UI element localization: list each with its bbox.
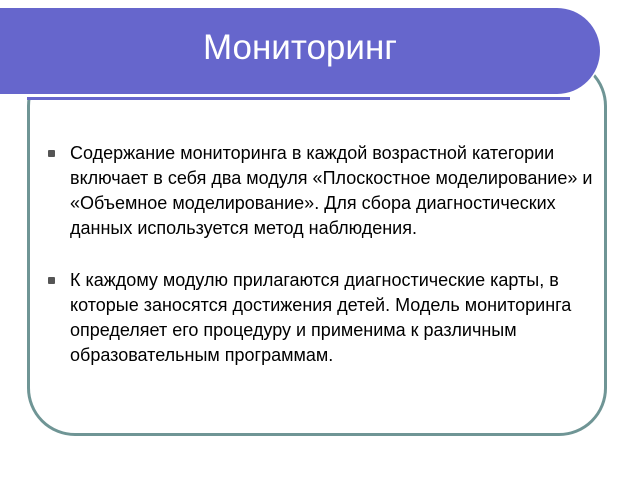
title-divider — [27, 97, 570, 100]
slide-content — [46, 141, 601, 395]
bullet-item — [46, 141, 601, 241]
slide-title: Мониторинг — [202, 28, 398, 67]
bullet-text: К каждому модулю прилагаются диагностические карты, в которые заносятся достижения детей. Модель мониторинга определяет его процедуру и применима к различным образовательным программам. — [70, 270, 572, 365]
bullet-item — [46, 268, 601, 368]
bullet-text: Содержание мониторинга в каждой возрастной категории включает в себя два модуля «Плоскостное моделирование» и «Объемное моделирование». Для сбора диагностических данных используется метод наблюдения. — [70, 143, 593, 238]
bullet-square-icon — [48, 277, 55, 284]
bullet-square-icon — [48, 150, 55, 157]
